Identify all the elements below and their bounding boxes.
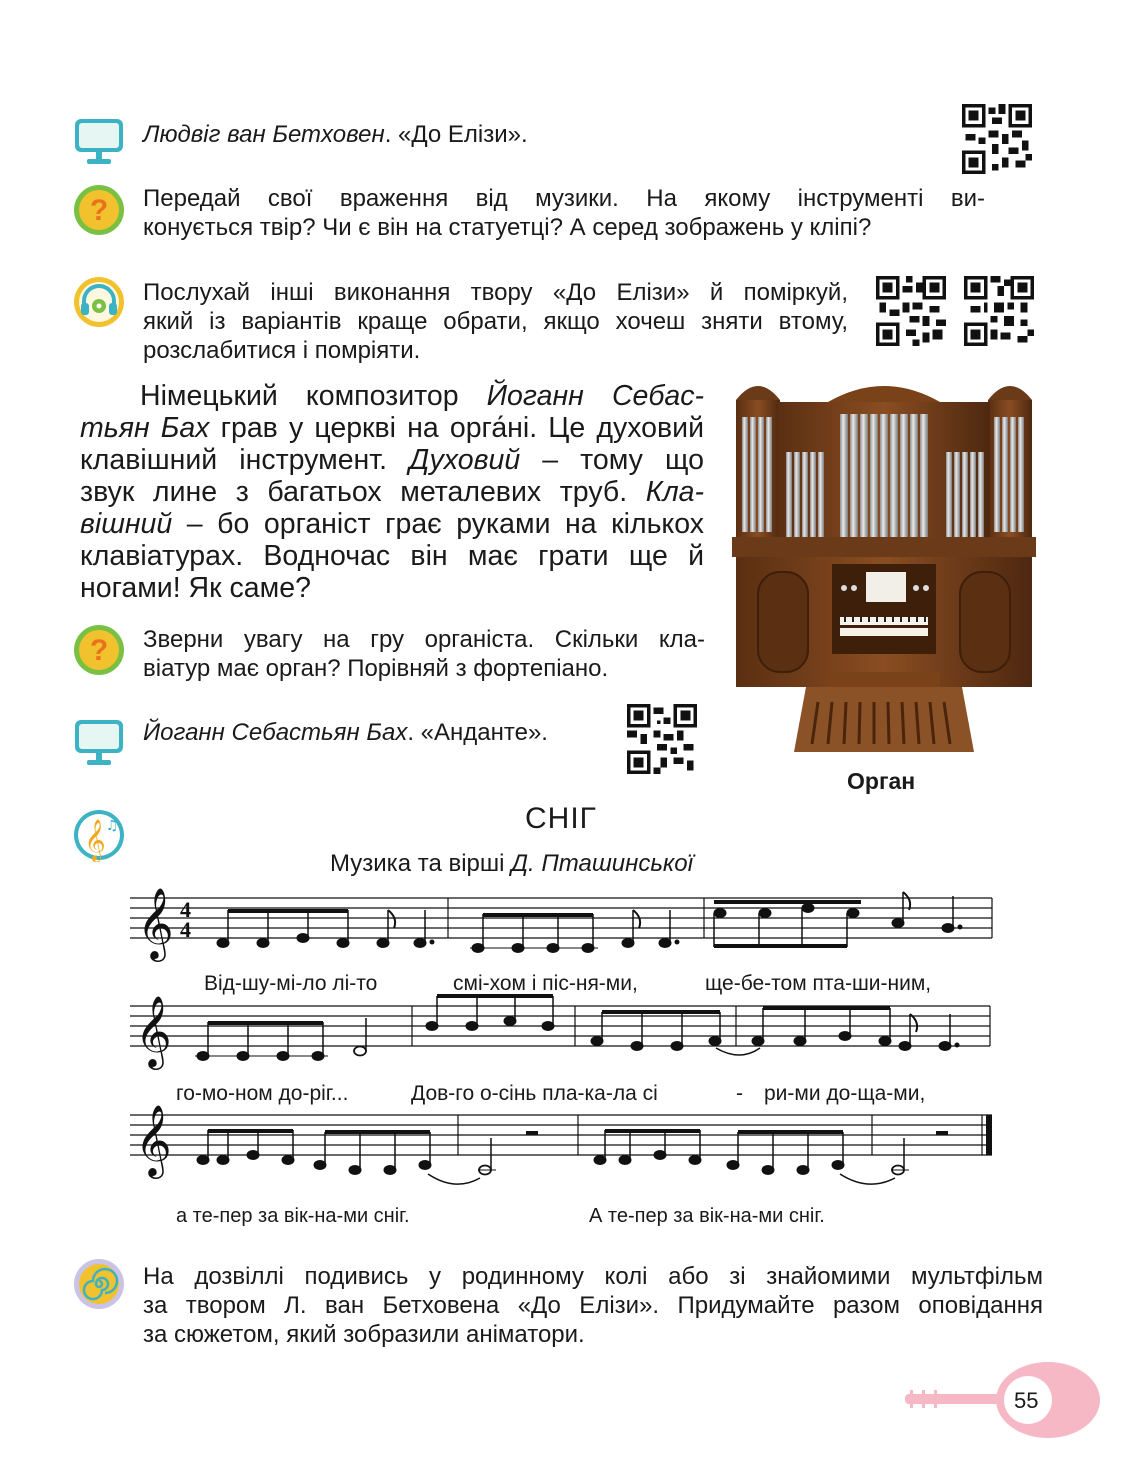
text-run: клавішний інструмент. [80,444,410,476]
song-title: СНІГ [525,802,597,835]
text-run: тьян Бах [80,412,210,444]
svg-text:4: 4 [180,917,191,942]
text-line [80,380,704,412]
text-line [80,476,704,508]
text-line: Послухай інші виконання твору «До Елізи» й поміркуй, [143,279,848,306]
svg-text:4: 4 [180,897,191,922]
text-run: грав у церкві на орга́ні. Це духовий [209,412,704,444]
page-number: 55 [1014,1388,1039,1413]
lyric-1b: смі-хом і піс-ня-ми, [453,972,638,995]
text-line [80,444,704,476]
staff-1 [130,898,992,938]
text-line [80,412,704,444]
staff-3 [130,1115,992,1155]
text-run: вішний [80,508,173,540]
lyric-2a: го-мо-ном до-ріг... [176,1082,349,1105]
music-score [0,880,1122,1200]
song-author: Д. Пташинської [511,850,693,877]
lyric-2b: Дов-го о-сінь пла-ка-ла сі [411,1082,658,1105]
text-line: конується твір? Чи є він на статуетці? А серед зображень у кліпі? [143,214,872,241]
svg-text:𝄞: 𝄞 [84,820,106,861]
text-run: Духовий [409,444,521,476]
svg-text:𝄞: 𝄞 [137,886,174,959]
lyric-3a: а те-пер за вік-на-ми сніг. [176,1205,410,1227]
text-line: який із варіантів краще обрати, якщо хочеш зняти втому, [143,308,848,335]
text-line: На дозвіллі подивись у родинному колі або зі знайомими мультфільм [143,1263,1043,1290]
organ-paragraph [80,380,704,604]
text-run: Йоганн Себас- [486,380,704,412]
lyric-1a: Від-шу-мі-ло лі-то [204,972,378,995]
svg-text:𝄞: 𝄞 [135,994,172,1067]
composer-name: Людвіг ван Бетховен [143,121,385,148]
text-line: за сюжетом, який зобразили аніматори. [143,1321,585,1348]
text-line: розслабитися і помріяти. [143,337,421,364]
listen-beethoven [143,120,528,149]
text-run: Кла- [645,476,704,508]
song-subtitle [330,850,693,878]
work-title: . «До Елізи». [384,121,528,148]
question-icon [72,623,126,677]
family-task [143,1262,1043,1349]
qr-code-icon[interactable] [876,276,946,346]
text-run: Німецький композитор [140,380,487,412]
treble-clef-icon [72,808,126,862]
question-1 [143,184,985,242]
guitar-page-badge [900,1360,1110,1440]
question-icon [72,183,126,237]
question-2 [143,625,705,683]
qr-code-icon[interactable] [964,276,1034,346]
text-line: за твором Л. ван Бетховена «До Елізи». Придумайте разом оповідання [143,1292,1043,1319]
svg-text:?: ? [89,194,109,227]
text-line: ногами! Як саме? [80,572,311,604]
svg-text:♫: ♫ [105,818,119,834]
monitor-icon [72,716,126,770]
listen-bach [143,718,548,747]
subtitle-text: Музика та вірші [330,850,512,877]
composer-name: Йоганн Себастьян Бах [143,719,408,746]
headphones-icon [72,275,126,329]
qr-code-icon[interactable] [627,704,697,774]
svg-text:𝄞: 𝄞 [135,1103,172,1176]
qr-code-icon[interactable] [962,104,1032,174]
text-line: Передай свої враження від музики. На якому інструменті ви- [143,185,985,212]
headphones-task [143,278,848,365]
staff-2 [130,1006,990,1046]
lyric-2c: - [736,1082,743,1105]
organ-caption: Орган [847,768,916,794]
text-run: – тому що [520,444,704,476]
text-line: віатур має орган? Порівняй з фортепіано. [143,655,609,682]
text-line [80,508,704,540]
spiral-icon [72,1257,126,1311]
lyric-2d: ри-ми до-ща-ми, [764,1082,926,1105]
work-title: . «Анданте». [407,719,548,746]
lyric-1c: ще-бе-том пта-ши-ним, [705,972,932,995]
text-line: клавіатурах. Водночас він має грати ще й [80,540,704,572]
text-run: – бо органіст грає руками на кількох [172,508,704,540]
lyric-3b: А те-пер за вік-на-ми сніг. [589,1205,825,1227]
svg-text:?: ? [89,634,109,667]
monitor-icon [72,115,126,169]
organ-image [728,372,1040,762]
text-line: Зверни увагу на гру органіста. Скільки кла- [143,626,705,653]
text-run: звук лине з багатьох металевих труб. [80,476,646,508]
